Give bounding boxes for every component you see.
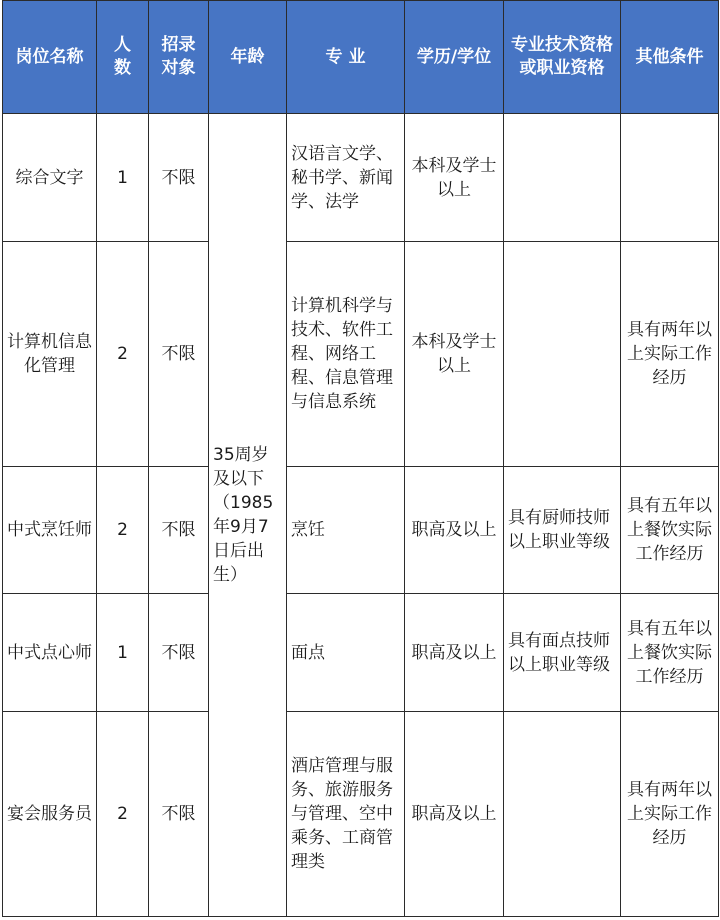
education-requirement: 职高及以上 — [405, 594, 504, 712]
header-target: 招录 对象 — [149, 1, 209, 114]
other-requirement: 具有五年以上餐饮实际工作经历 — [621, 467, 719, 594]
other-requirement: 具有五年以上餐饮实际工作经历 — [621, 594, 719, 712]
header-major: 专 业 — [287, 1, 405, 114]
position-name: 综合文字 — [3, 114, 97, 242]
head-count: 2 — [97, 242, 149, 467]
position-name: 中式烹饪师 — [3, 467, 97, 594]
recruit-target: 不限 — [149, 114, 209, 242]
position-name: 计算机信息化管理 — [3, 242, 97, 467]
header-other: 其他条件 — [621, 1, 719, 114]
age-requirement: 35周岁及以下（1985年9月7日后出生） — [209, 114, 287, 917]
head-count: 2 — [97, 712, 149, 917]
table-row — [3, 594, 719, 712]
recruit-target: 不限 — [149, 594, 209, 712]
qualification-requirement — [504, 114, 621, 242]
recruit-target: 不限 — [149, 467, 209, 594]
major-requirement: 计算机科学与技术、软件工程、网络工程、信息管理与信息系统 — [287, 242, 405, 467]
education-requirement: 本科及学士以上 — [405, 242, 504, 467]
head-count: 1 — [97, 594, 149, 712]
education-requirement: 职高及以上 — [405, 467, 504, 594]
header-qualification: 专业技术资格或职业资格 — [504, 1, 621, 114]
header-age: 年龄 — [209, 1, 287, 114]
major-requirement: 酒店管理与服务、旅游服务与管理、空中乘务、工商管理类 — [287, 712, 405, 917]
head-count: 1 — [97, 114, 149, 242]
header-position: 岗位名称 — [3, 1, 97, 114]
qualification-requirement: 具有厨师技师以上职业等级 — [504, 467, 621, 594]
table-row — [3, 114, 719, 242]
table-row — [3, 712, 719, 917]
position-name: 宴会服务员 — [3, 712, 97, 917]
major-requirement: 汉语言文学、秘书学、新闻学、法学 — [287, 114, 405, 242]
header-count: 人 数 — [97, 1, 149, 114]
other-requirement — [621, 114, 719, 242]
table-row — [3, 242, 719, 467]
qualification-requirement: 具有面点技师以上职业等级 — [504, 594, 621, 712]
qualification-requirement — [504, 242, 621, 467]
position-name: 中式点心师 — [3, 594, 97, 712]
education-requirement: 职高及以上 — [405, 712, 504, 917]
recruitment-table — [2, 0, 719, 917]
education-requirement: 本科及学士以上 — [405, 114, 504, 242]
recruit-target: 不限 — [149, 712, 209, 917]
major-requirement: 面点 — [287, 594, 405, 712]
major-requirement: 烹饪 — [287, 467, 405, 594]
other-requirement: 具有两年以上实际工作经历 — [621, 712, 719, 917]
table-row — [3, 467, 719, 594]
recruit-target: 不限 — [149, 242, 209, 467]
header-education: 学历/学位 — [405, 1, 504, 114]
header-row — [3, 1, 719, 114]
other-requirement: 具有两年以上实际工作经历 — [621, 242, 719, 467]
head-count: 2 — [97, 467, 149, 594]
qualification-requirement — [504, 712, 621, 917]
